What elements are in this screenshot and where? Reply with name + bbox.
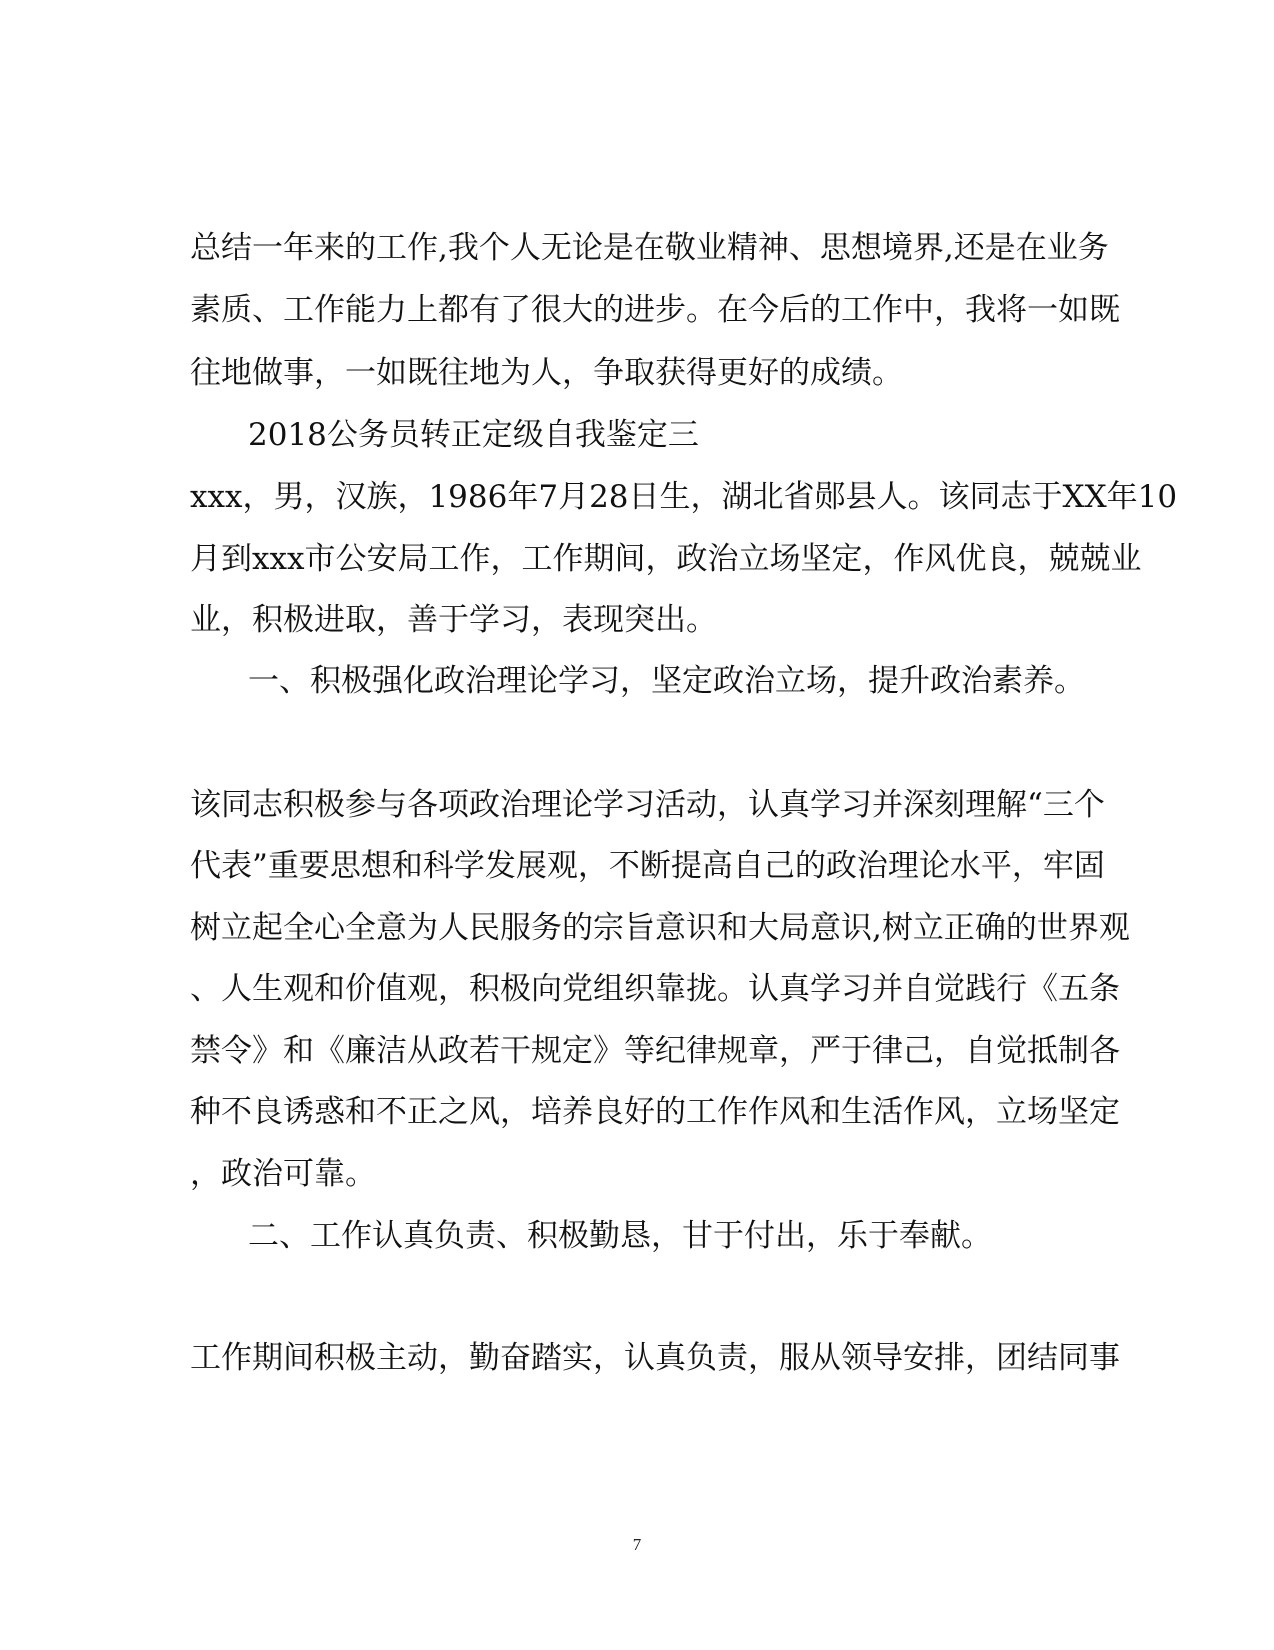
body-text-line: 代表”重要思想和科学发展观，不断提高自己的政治理论水平，牢固 (190, 848, 1105, 884)
body-text-line: ，政治可靠。 (190, 1156, 376, 1192)
body-text-line: 该同志积极参与各项政治理论学习活动，认真学习并深刻理解“三个 (190, 787, 1105, 823)
body-text-line: 总结一年来的工作,我个人无论是在敬业精神、思想境界,还是在业务 (190, 230, 1109, 266)
body-text-line: 种不良诱惑和不正之风，培养良好的工作作风和生活作风，立场坚定 (190, 1094, 1120, 1130)
page-number: 7 (632, 1535, 642, 1554)
body-text-line: 工作期间积极主动，勤奋踏实，认真负责，服从领导安排，团结同事 (190, 1340, 1120, 1376)
body-text-line: 禁令》和《廉洁从政若干规定》等纪律规章，严于律己，自觉抵制各 (190, 1033, 1120, 1069)
body-text-line: xxx，男，汉族，1986年7月28日生，湖北省郧县人。该同志于XX年10 (190, 479, 1178, 515)
subsection-heading: 一、积极强化政治理论学习，坚定政治立场，提升政治素养。 (248, 663, 1085, 699)
body-text-line: 素质、工作能力上都有了很大的进步。在今后的工作中，我将一如既 (190, 292, 1120, 328)
body-text-line: 月到xxx市公安局工作，工作期间，政治立场坚定，作风优良，兢兢业 (190, 541, 1142, 577)
body-text-line: 、人生观和价值观，积极向党组织靠拢。认真学习并自觉践行《五条 (190, 971, 1120, 1007)
body-text-line: 往地做事，一如既往地为人，争取获得更好的成绩。 (190, 355, 903, 391)
section-heading: 2018公务员转正定级自我鉴定三 (248, 417, 699, 453)
subsection-heading: 二、工作认真负责、积极勤恳，甘于付出，乐于奉献。 (248, 1218, 992, 1254)
body-text-line: 业，积极进取，善于学习，表现突出。 (190, 602, 717, 638)
body-text-line: 树立起全心全意为人民服务的宗旨意识和大局意识,树立正确的世界观 (190, 910, 1130, 946)
